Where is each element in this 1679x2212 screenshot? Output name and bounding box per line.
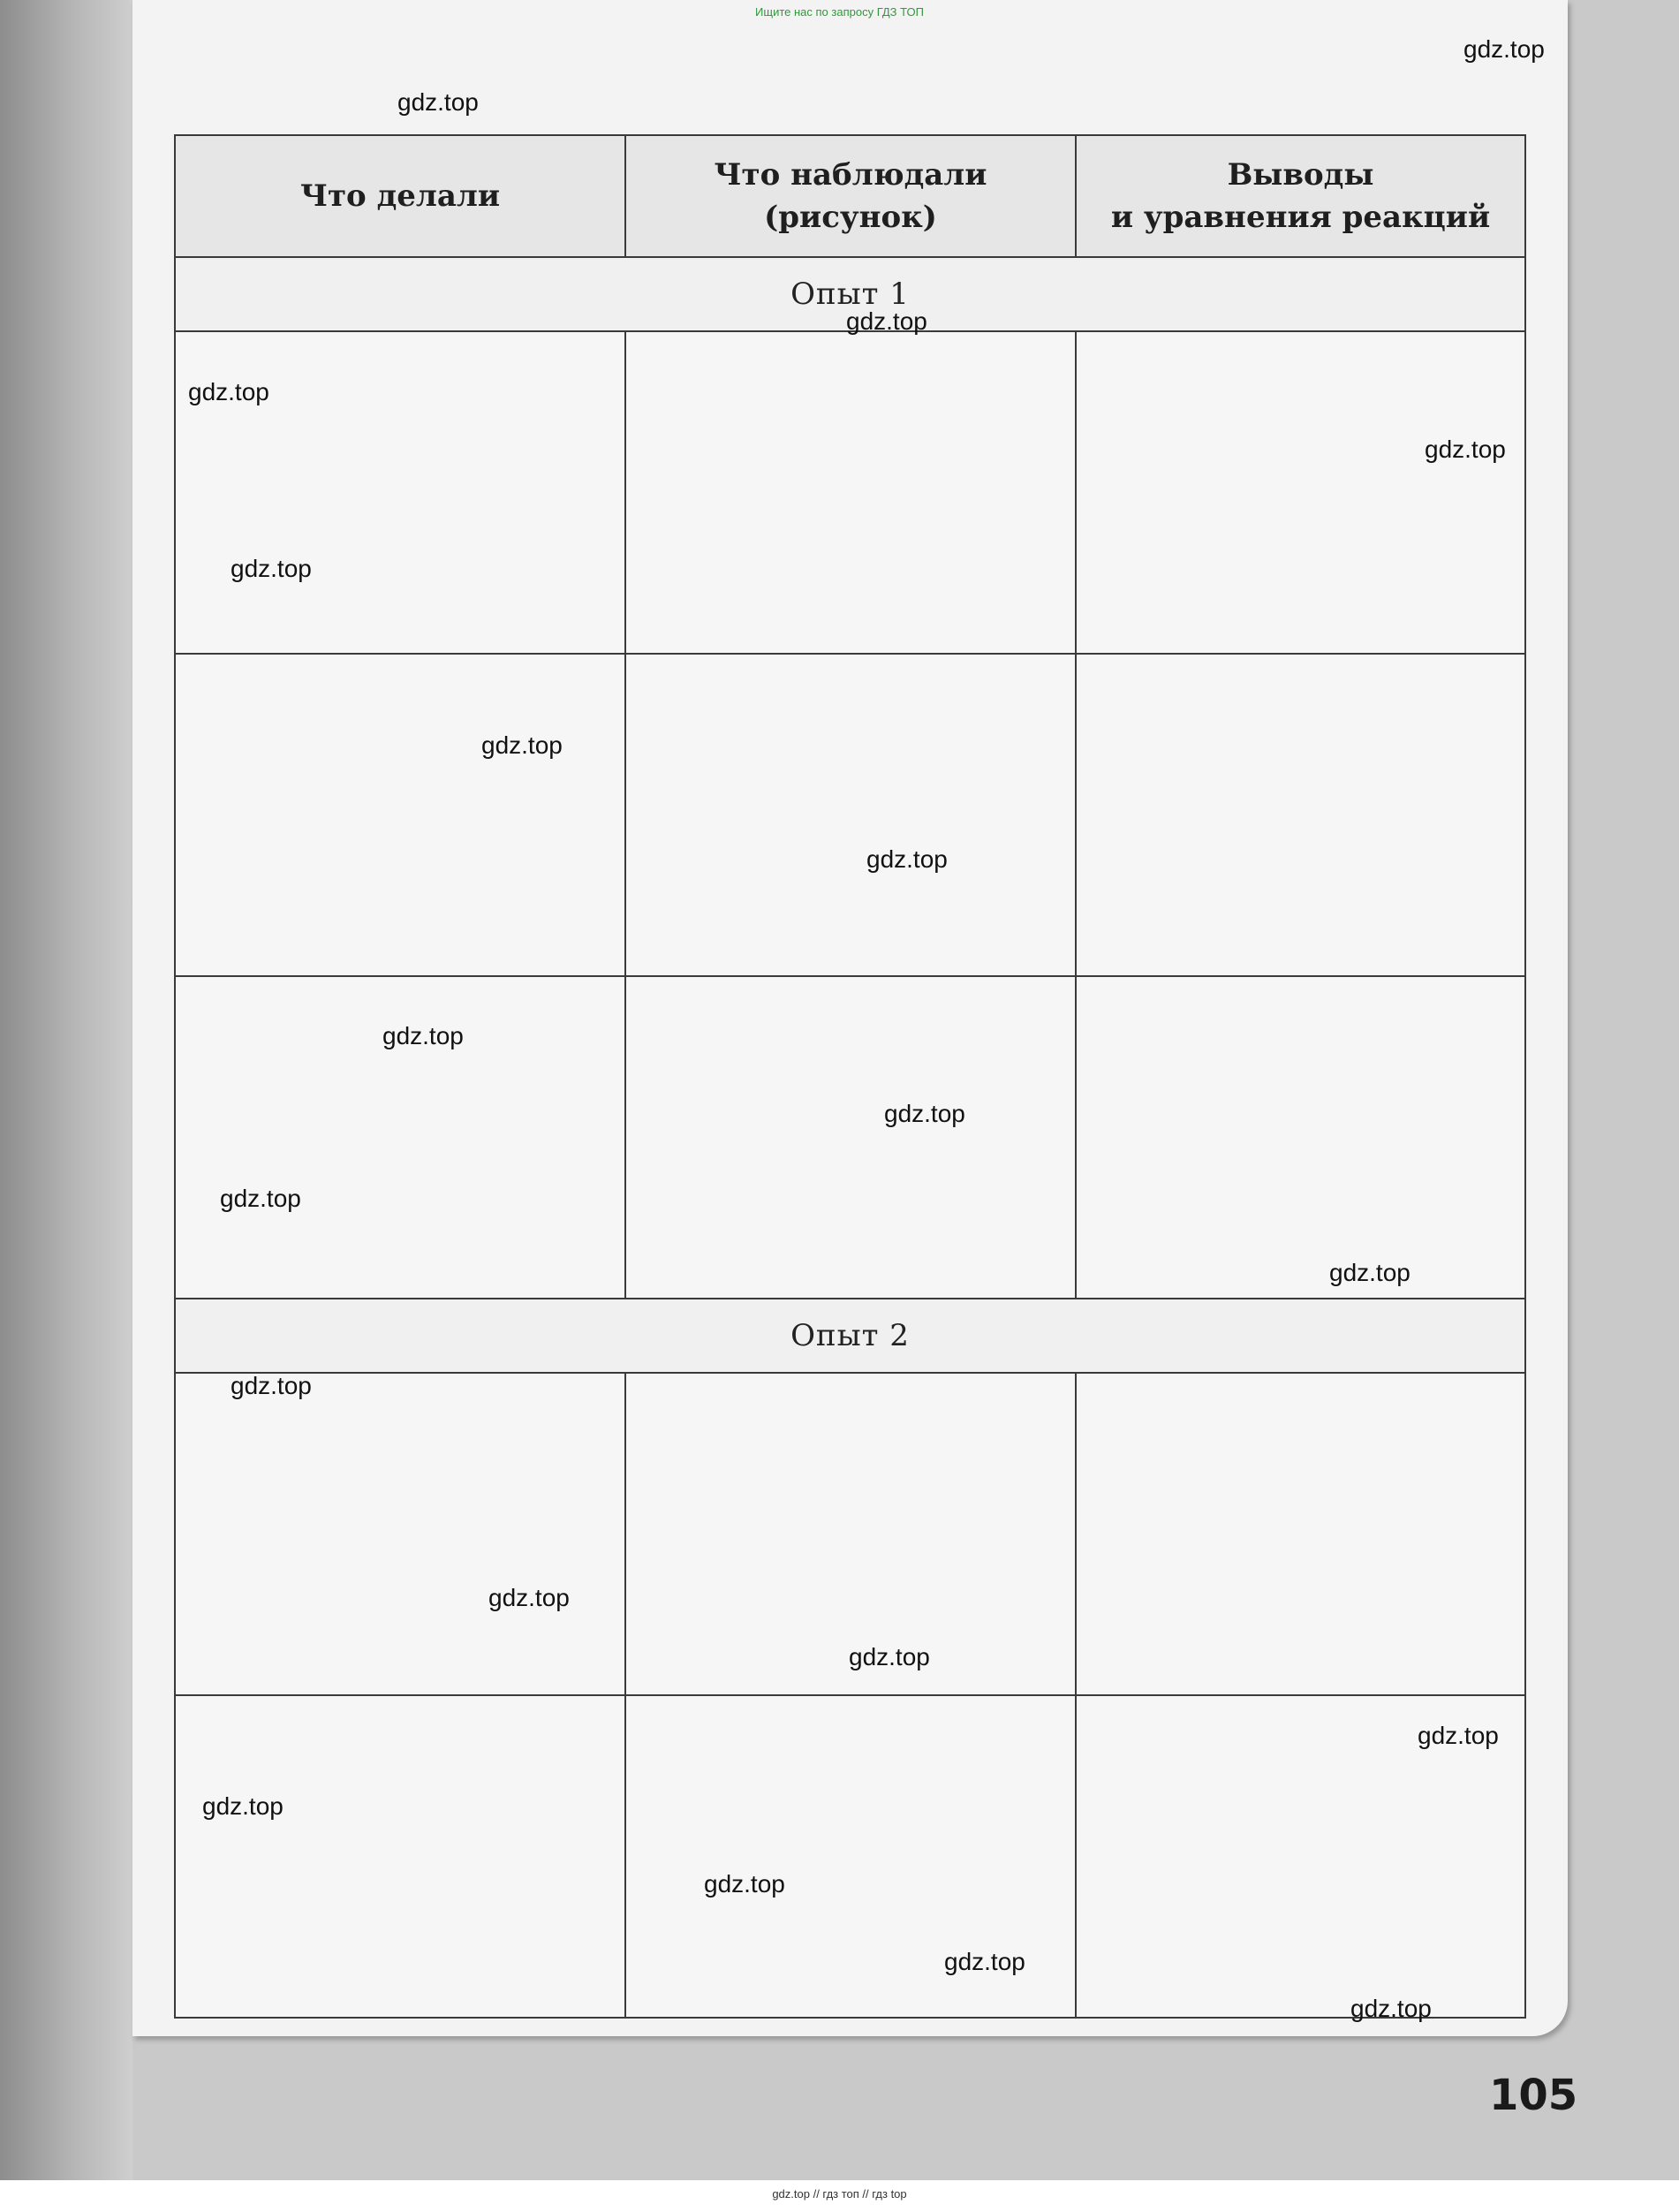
header-what-observed: Что наблюдали (рисунок) bbox=[625, 135, 1076, 257]
watermark: gdz.top bbox=[382, 1022, 464, 1049]
answer-cell[interactable] bbox=[625, 654, 1076, 976]
page-gutter-shadow bbox=[0, 0, 132, 2212]
answer-cell[interactable] bbox=[1076, 654, 1525, 976]
watermark: gdz.top bbox=[231, 1372, 312, 1399]
watermark: gdz.top bbox=[1463, 35, 1545, 63]
watermark: gdz.top bbox=[481, 731, 563, 759]
experiment-2-label: Опыт 2 bbox=[175, 1299, 1525, 1373]
header-row bbox=[175, 135, 1525, 257]
bottom-banner[interactable]: gdz.top // гдз топ // гдз top bbox=[772, 2187, 907, 2201]
table-row bbox=[175, 654, 1525, 976]
watermark: gdz.top bbox=[202, 1792, 284, 1820]
watermark: gdz.top bbox=[220, 1185, 301, 1212]
watermark: gdz.top bbox=[866, 845, 948, 873]
answer-cell[interactable] bbox=[1076, 331, 1525, 654]
answer-cell[interactable] bbox=[1076, 1373, 1525, 1695]
watermark: gdz.top bbox=[488, 1584, 570, 1611]
table-row bbox=[175, 1695, 1525, 2018]
watermark: gdz.top bbox=[704, 1870, 785, 1898]
watermark: gdz.top bbox=[849, 1643, 930, 1670]
header-conclusions: Выводы и уравнения реакций bbox=[1076, 135, 1525, 257]
watermark: gdz.top bbox=[231, 555, 312, 582]
watermark: gdz.top bbox=[1425, 436, 1506, 463]
watermark: gdz.top bbox=[846, 307, 927, 335]
table-row bbox=[175, 331, 1525, 654]
watermark: gdz.top bbox=[397, 88, 479, 116]
answer-cell[interactable] bbox=[625, 976, 1076, 1299]
answer-cell[interactable] bbox=[175, 1373, 625, 1695]
answer-cell[interactable] bbox=[625, 331, 1076, 654]
table-row bbox=[175, 976, 1525, 1299]
answer-cell[interactable] bbox=[175, 654, 625, 976]
answer-cell[interactable] bbox=[1076, 976, 1525, 1299]
page-number: 105 bbox=[1489, 2071, 1578, 2120]
watermark: gdz.top bbox=[944, 1948, 1025, 1975]
watermark: gdz.top bbox=[1418, 1722, 1499, 1749]
watermark: gdz.top bbox=[188, 378, 269, 405]
header-what-did: Что делали bbox=[175, 135, 625, 257]
watermark: gdz.top bbox=[1350, 1995, 1432, 2022]
experiment-2-row bbox=[175, 1299, 1525, 1373]
watermark: gdz.top bbox=[884, 1100, 965, 1127]
answer-cell[interactable] bbox=[175, 1695, 625, 2018]
lab-report-table bbox=[174, 134, 1526, 2019]
top-banner[interactable]: Ищите нас по запросу ГДЗ ТОП bbox=[755, 5, 924, 19]
watermark: gdz.top bbox=[1329, 1259, 1411, 1286]
experiment-1-label: Опыт 1 bbox=[175, 257, 1525, 331]
